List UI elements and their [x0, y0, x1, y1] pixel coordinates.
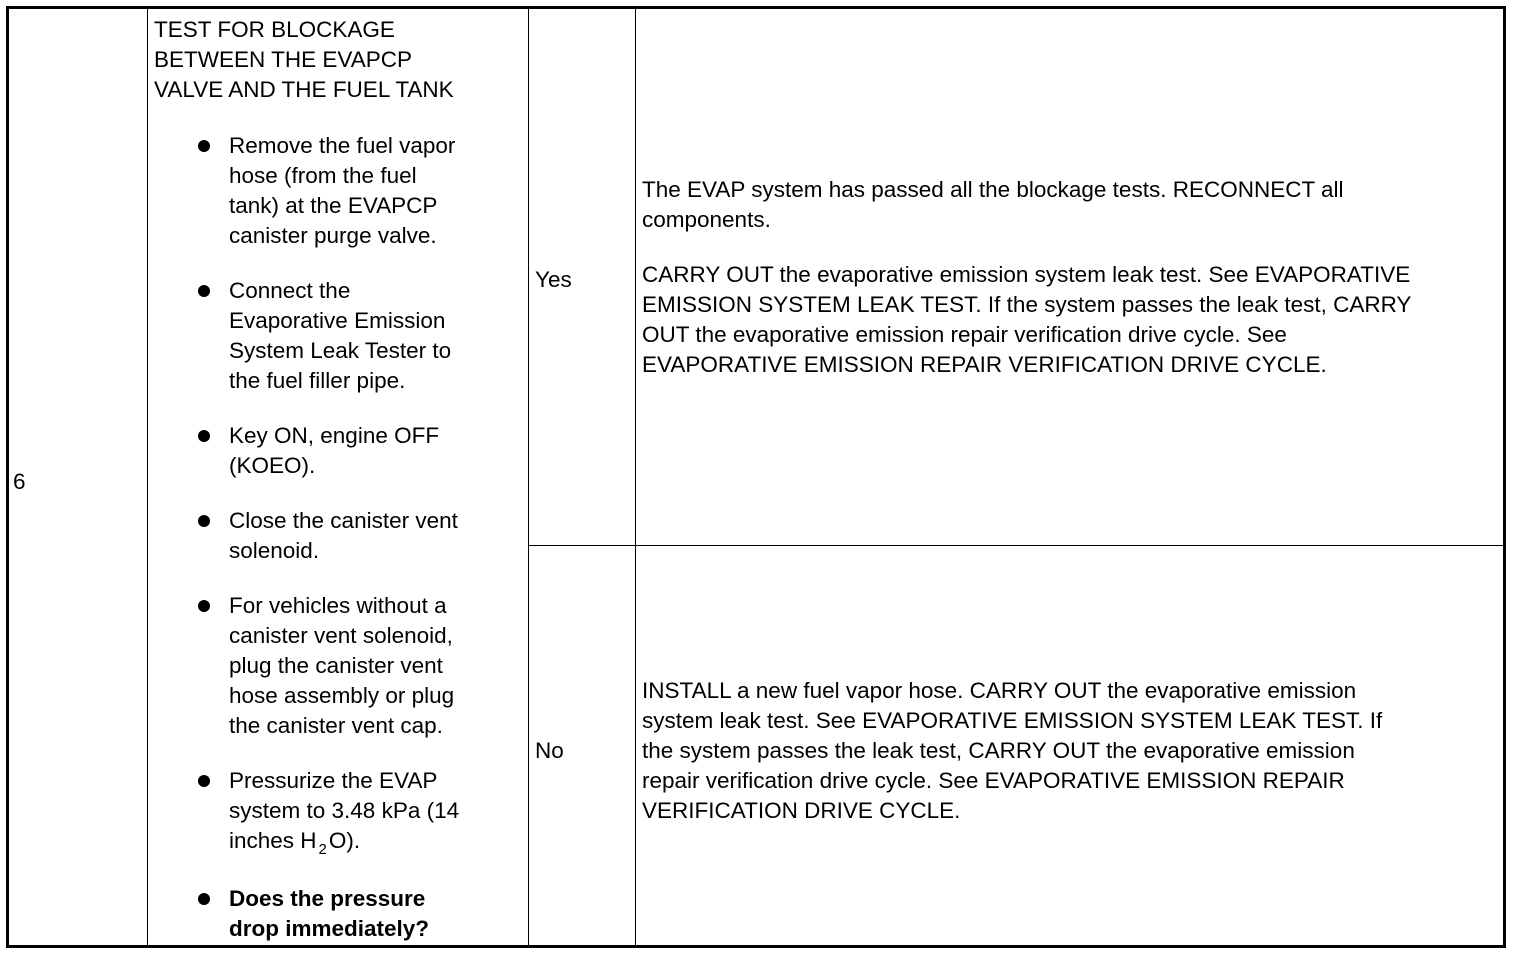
- procedure-step: [192, 506, 522, 566]
- procedure-step-line: plug the canister vent: [229, 653, 443, 678]
- procedure-step-line: canister purge valve.: [229, 223, 437, 248]
- test-title-line: TEST FOR BLOCKAGE: [154, 17, 395, 42]
- result-line: OUT the evaporative emission repair verification drive cycle. See: [642, 322, 1287, 347]
- test-title-line: VALVE AND THE FUEL TANK: [154, 77, 454, 102]
- procedure-step-line: (KOEO).: [229, 453, 316, 478]
- bullet-icon: [198, 140, 210, 152]
- result-paragraph: [642, 260, 1411, 380]
- procedure-step-line: the fuel filler pipe.: [229, 368, 406, 393]
- procedure-step-line: Connect the: [229, 278, 351, 303]
- bullet-icon: [198, 430, 210, 442]
- procedure-step: [192, 421, 522, 481]
- row-divider: [528, 545, 1503, 546]
- procedure-step: [192, 276, 522, 396]
- procedure-step-line: hose (from the fuel: [229, 163, 417, 188]
- procedure-steps-list: [192, 131, 522, 969]
- procedure-step: [192, 591, 522, 741]
- bullet-icon: [198, 515, 210, 527]
- procedure-step-line: Pressurize the EVAP: [229, 768, 438, 793]
- procedure-step-line: Close the canister vent: [229, 508, 458, 533]
- answer-no-label: No: [535, 738, 564, 763]
- procedure-step-text: O).: [328, 828, 361, 853]
- result-line: INSTALL a new fuel vapor hose. CARRY OUT the evaporative emission: [642, 678, 1357, 703]
- procedure-step-line: the canister vent cap.: [229, 713, 443, 738]
- result-paragraph: [642, 175, 1411, 235]
- diagnostic-table: [6, 6, 1506, 948]
- subscript-text: 2: [318, 841, 327, 858]
- result-line: The EVAP system has passed all the blockage tests. RECONNECT all: [642, 177, 1344, 202]
- procedure-step-line: Remove the fuel vapor: [229, 133, 456, 158]
- procedure-step-line: hose assembly or plug: [229, 683, 455, 708]
- answer-yes-label: Yes: [535, 267, 572, 292]
- procedure-step-line: canister vent solenoid,: [229, 623, 453, 648]
- result-line: system leak test. See EVAPORATIVE EMISSION SYSTEM LEAK TEST. If: [642, 708, 1383, 733]
- procedure-step-text: inches H: [229, 828, 317, 853]
- answer-no-result: [642, 676, 1382, 851]
- column-divider: [635, 9, 636, 945]
- procedure-step-line: System Leak Tester to: [229, 338, 452, 363]
- result-line: components.: [642, 207, 771, 232]
- procedure-step-line: solenoid.: [229, 538, 320, 563]
- procedure-question-line: drop immediately?: [229, 916, 430, 941]
- column-divider: [528, 9, 529, 945]
- bullet-icon: [198, 775, 210, 787]
- test-title-line: BETWEEN THE EVAPCP: [154, 47, 412, 72]
- procedure-step-line: Evaporative Emission: [229, 308, 446, 333]
- bullet-icon: [198, 600, 210, 612]
- procedure-step-line: For vehicles without a: [229, 593, 447, 618]
- procedure-step: [192, 131, 522, 251]
- result-paragraph: [642, 676, 1382, 826]
- column-divider: [147, 9, 148, 945]
- result-line: CARRY OUT the evaporative emission system leak test. See EVAPORATIVE: [642, 262, 1411, 287]
- answer-yes-result: [642, 175, 1411, 405]
- procedure-step-line: Key ON, engine OFF: [229, 423, 440, 448]
- procedure-step-line: [229, 826, 522, 859]
- test-title: [154, 15, 454, 105]
- result-line: EVAPORATIVE EMISSION REPAIR VERIFICATION DRIVE CYCLE.: [642, 352, 1327, 377]
- result-line: VERIFICATION DRIVE CYCLE.: [642, 798, 961, 823]
- result-line: EMISSION SYSTEM LEAK TEST. If the system passes the leak test, CARRY: [642, 292, 1412, 317]
- result-line: the system passes the leak test, CARRY OUT the evaporative emission: [642, 738, 1355, 763]
- step-number: 6: [13, 469, 26, 494]
- bullet-icon: [198, 285, 210, 297]
- procedure-step-line: tank) at the EVAPCP: [229, 193, 438, 218]
- procedure-step-line: system to 3.48 kPa (14: [229, 798, 460, 823]
- result-line: repair verification drive cycle. See EVAPORATIVE EMISSION REPAIR: [642, 768, 1345, 793]
- bullet-icon: [198, 893, 210, 905]
- procedure-question: [192, 884, 522, 944]
- procedure-step: [192, 766, 522, 859]
- procedure-question-line: Does the pressure: [229, 886, 426, 911]
